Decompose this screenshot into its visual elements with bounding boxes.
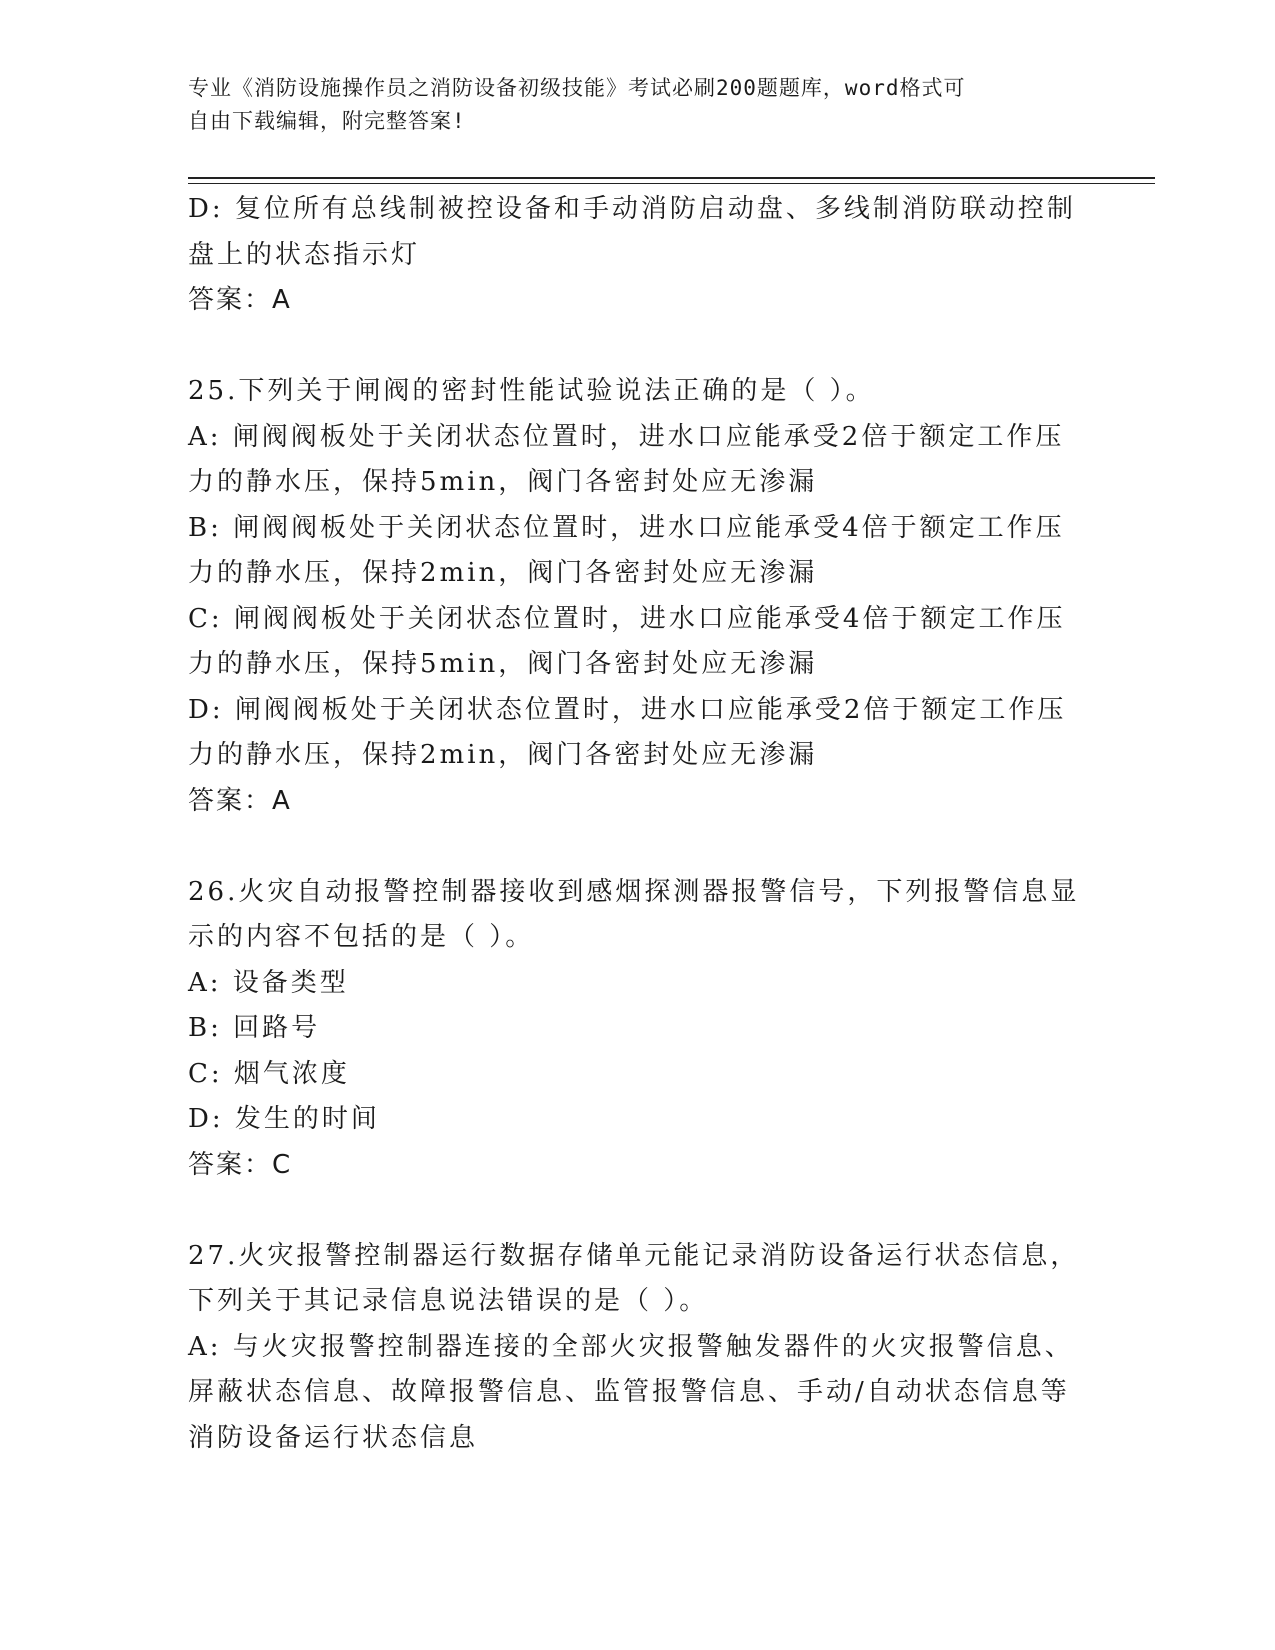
- question-stem-line-1: 27.火灾报警控制器运行数据存储单元能记录消防设备运行状态信息，: [188, 1240, 1080, 1271]
- spacer: [188, 824, 1088, 870]
- question-stem-line-2: 示的内容不包括的是（ ）。: [188, 922, 535, 952]
- option-b-line-2: 力的静水压，保持2min，阀门各密封处应无渗漏: [188, 558, 818, 588]
- option-b-line-1: B: 闸阀阀板处于关闭状态位置时，进水口应能承受4倍于额定工作压: [188, 512, 1065, 543]
- option-c-line-1: C: 闸阀阀板处于关闭状态位置时，进水口应能承受4倍于额定工作压: [188, 603, 1066, 634]
- option-d: D: 发生的时间: [188, 1104, 380, 1134]
- question-25: [188, 369, 1088, 824]
- option-a-line-2: 屏蔽状态信息、故障报警信息、监管报警信息、手动/自动状态信息等: [188, 1377, 1070, 1407]
- option-d-line-1: D: 复位所有总线制被控设备和手动消防启动盘、多线制消防联动控制: [188, 194, 1076, 224]
- question-stem: 25.下列关于闸阀的密封性能试验说法正确的是（ ）。: [188, 376, 875, 406]
- option-a-line-3: 消防设备运行状态信息: [188, 1422, 479, 1453]
- option-c-line-2: 力的静水压，保持5min，阀门各密封处应无渗漏: [188, 649, 818, 679]
- header-line-1: 专业《消防设施操作员之消防设备初级技能》考试必刷200题题库，word格式可: [188, 76, 966, 100]
- question-27: [188, 1234, 1088, 1462]
- header-divider-thick: [188, 177, 1155, 179]
- option-a: A: 设备类型: [188, 967, 349, 998]
- option-d-line-2: 力的静水压，保持2min，阀门各密封处应无渗漏: [188, 740, 818, 770]
- prev-question-tail: [188, 187, 1088, 324]
- option-d-line-1: D: 闸阀阀板处于关闭状态位置时，进水口应能承受2倍于额定工作压: [188, 694, 1067, 725]
- answer: 答案：C: [188, 1149, 293, 1180]
- option-d-line-2: 盘上的状态指示灯: [188, 239, 421, 270]
- spacer: [188, 1188, 1088, 1234]
- question-stem-line-2: 下列关于其记录信息说法错误的是（ ）。: [188, 1286, 709, 1316]
- option-c: C: 烟气浓度: [188, 1058, 350, 1089]
- header-line-2: 自由下载编辑，附完整答案!: [188, 109, 466, 133]
- question-stem-line-1: 26.火灾自动报警控制器接收到感烟探测器报警信号，下列报警信息显: [188, 876, 1080, 907]
- option-a-line-1: A: 闸阀阀板处于关闭状态位置时，进水口应能承受2倍于额定工作压: [188, 421, 1065, 452]
- option-a-line-2: 力的静水压，保持5min，阀门各密封处应无渗漏: [188, 467, 818, 497]
- question-26: [188, 870, 1088, 1189]
- option-a-line-1: A: 与火灾报警控制器连接的全部火灾报警触发器件的火灾报警信息、: [188, 1331, 1074, 1362]
- option-b: B: 回路号: [188, 1013, 321, 1043]
- document-header: [188, 72, 1088, 138]
- answer: 答案：A: [188, 285, 292, 315]
- header-divider-thin: [188, 183, 1155, 184]
- question-content: [188, 187, 1088, 1461]
- answer: 答案：A: [188, 785, 292, 816]
- spacer: [188, 324, 1088, 370]
